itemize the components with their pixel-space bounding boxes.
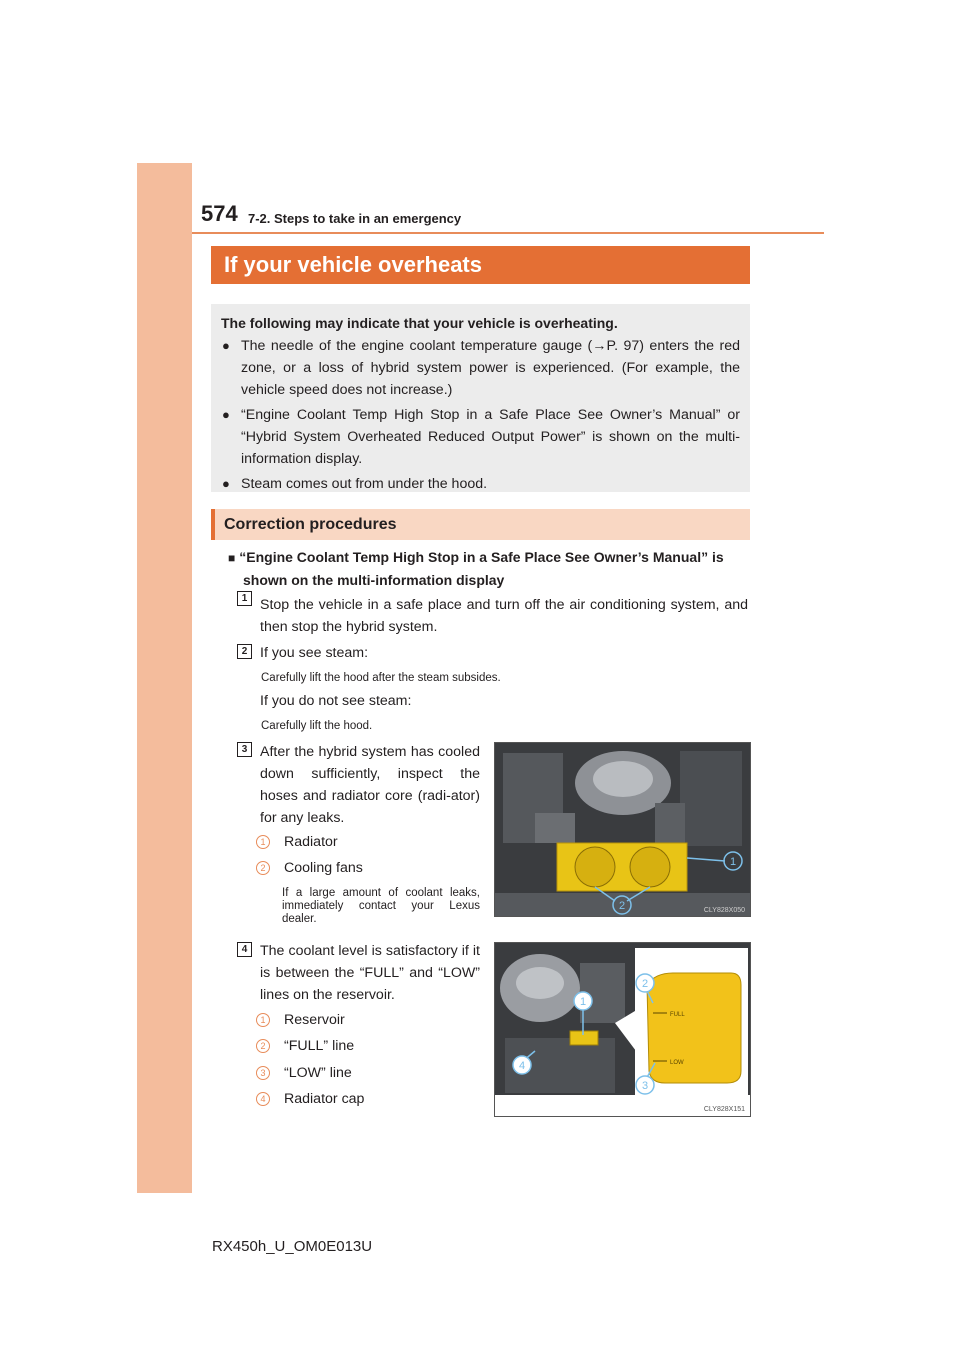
- legend-item: 3 “LOW” line: [256, 1063, 352, 1083]
- chapter-title: 7-2. Steps to take in an emergency: [248, 211, 462, 226]
- step-2-note-alt: Carefully lift the hood.: [261, 720, 373, 732]
- page-number: 574: [201, 201, 238, 226]
- symptom-item: ● “Engine Coolant Temp High Stop in a Safe Place See Owner’s Manual” or “Hybrid System Overheated Reduced Output Power” is shown on the multi-information display.: [221, 404, 740, 470]
- step-number: 4: [237, 942, 252, 957]
- coolant-reservoir-image: [494, 942, 751, 1117]
- reservoir-illustration: [495, 943, 750, 1116]
- step-3-text: After the hybrid system has cooled down sufficiently, inspect the hoses and radiator core (radi-ator) for any leaks.: [260, 744, 480, 826]
- callout-number: 1: [579, 996, 587, 1008]
- callout-number: 3: [641, 1080, 649, 1092]
- chapter-sidebar-tab: [137, 163, 192, 1193]
- callout-number: 2: [641, 978, 649, 990]
- step-2-note: Carefully lift the hood after the steam subsides.: [261, 672, 501, 684]
- legend-item: 2 Cooling fans: [256, 858, 363, 878]
- step-2-text-alt: If you do not see steam:: [260, 693, 412, 709]
- symptom-item: ● Steam comes out from under the hood.: [221, 473, 740, 495]
- step-number: 3: [237, 742, 252, 757]
- section-title: Correction procedures: [211, 509, 750, 540]
- engine-bay-illustration: [495, 743, 750, 916]
- legend-item: 4 Radiator cap: [256, 1089, 364, 1109]
- bullet-icon: ●: [222, 338, 230, 353]
- legend-item: 2 “FULL” line: [256, 1036, 354, 1056]
- full-mark-label: FULL: [670, 1012, 685, 1018]
- overheat-symptoms-box: [211, 304, 750, 492]
- bullet-icon: ●: [222, 407, 230, 422]
- step-number: 1: [237, 591, 252, 606]
- callout-number: 4: [518, 1060, 526, 1072]
- step-3-note: If a large amount of coolant leaks, immediately contact your Lexus dealer.: [282, 887, 480, 925]
- legend-item: 1 Radiator: [256, 832, 338, 852]
- page-title: If your vehicle overheats: [211, 246, 750, 284]
- engine-bay-radiator-image: [494, 742, 751, 917]
- legend-item: 1 Reservoir: [256, 1010, 345, 1030]
- low-mark-label: LOW: [670, 1060, 684, 1066]
- symptom-item: ● The needle of the engine coolant temperature gauge (→P. 97) enters the red zone, or a loss of hybrid system power is experienced. (For example, the vehicle speed does not increase.): [221, 335, 740, 401]
- step-number: 2: [237, 644, 252, 659]
- manual-code-footer: RX450h_U_OM0E013U: [212, 1238, 373, 1255]
- callout-number: 1: [729, 856, 737, 868]
- step-2-text: If you see steam:: [260, 645, 369, 661]
- step-1-text: Stop the vehicle in a safe place and turn off the air conditioning system, and then stop the hybrid system.: [260, 597, 748, 635]
- image-code: CLY828X151: [703, 1106, 745, 1113]
- step-4-text: The coolant level is satisfactory if it is between the “FULL” and “LOW” lines on the reservoir.: [260, 943, 480, 1003]
- callout-number: 2: [618, 900, 626, 912]
- square-bullet-icon: ■: [228, 551, 236, 565]
- header-rule: [192, 232, 824, 234]
- procedure-subheading: ■ “Engine Coolant Temp High Stop in a Safe Place See Owner’s Manual” is shown on the multi-information display: [228, 549, 724, 588]
- symptoms-lead: The following may indicate that your vehicle is overheating.: [221, 315, 618, 331]
- bullet-icon: ●: [222, 476, 230, 491]
- image-code: CLY828X050: [703, 907, 745, 914]
